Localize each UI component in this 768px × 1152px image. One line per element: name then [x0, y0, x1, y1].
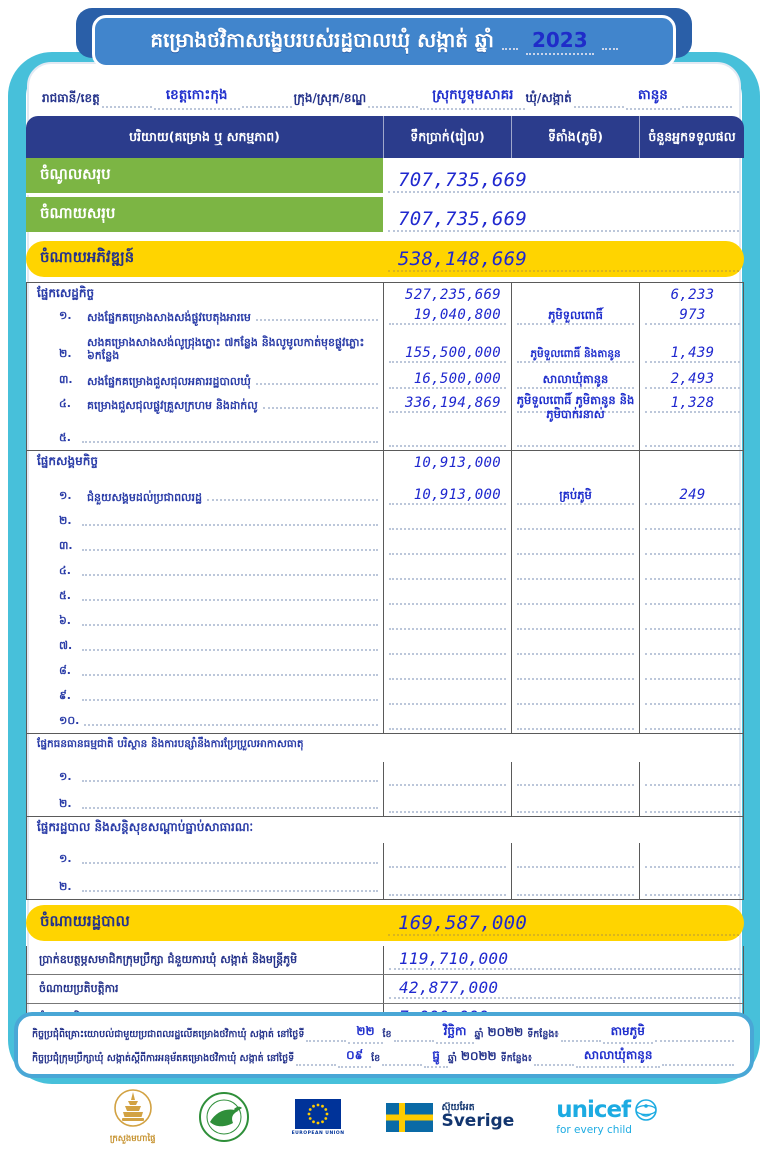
dotted-fill: [662, 1064, 734, 1066]
table-row: [27, 683, 743, 708]
dotted-fill: [645, 345, 740, 363]
table-row: [27, 306, 743, 328]
admin-expense-row: [383, 905, 744, 941]
sweden-text: [441, 1103, 514, 1131]
row-amount[interactable]: 10,913,000: [413, 487, 501, 503]
development-expense-bar: [26, 241, 744, 277]
banner-panel: [92, 15, 676, 68]
table-row: [27, 762, 743, 789]
dotted-fill: [82, 599, 378, 601]
row-location[interactable]: ភូមិទួលពោធិ៍ និងតានូន: [530, 348, 621, 361]
dotted-fill: [502, 34, 518, 50]
dotted-fill: [82, 862, 378, 864]
eu-label: EUROPEAN UNION: [291, 1130, 345, 1136]
eu-flag-icon: [295, 1099, 341, 1129]
month-label: ខែ: [371, 1053, 381, 1065]
section-environment: [27, 733, 743, 816]
row-num: ៧.: [59, 639, 73, 652]
row-num: ៨.: [59, 664, 71, 677]
development-amount[interactable]: 538,148,669: [398, 248, 528, 270]
row-num: ៥.: [59, 589, 71, 602]
section-amount[interactable]: 10,913,000: [413, 455, 501, 471]
dotted-fill: [517, 564, 634, 580]
row-text: សងផ្នែកគម្រោងសាងសង់ផ្លូវបេតុងអារមេ: [87, 311, 251, 325]
dotted-fill: [645, 539, 740, 555]
sweden-name: Sverige: [441, 1111, 515, 1132]
dotted-fill: [645, 514, 740, 530]
total-income-row: [383, 158, 744, 197]
col-header-description: បរិយាយ(គម្រោង ឬ សកម្មភាព): [129, 128, 280, 144]
dotted-fill: [389, 664, 506, 680]
col-header-location: ទីតាំង(ភូមិ): [511, 116, 639, 158]
dotted-fill: [517, 714, 634, 730]
row-label: ចំណាយប្រតិបត្តិការ: [27, 975, 384, 1003]
note-day-field[interactable]: ២២: [348, 1023, 382, 1044]
note-label: កិច្ចប្រជុំពិគ្រោះយោបល់ជាមួយប្រជាពលរដ្ឋលើគម្រោងថវិកាឃុំ សង្កាត់ នៅថ្ងៃទី: [32, 1028, 305, 1040]
dotted-fill: [389, 797, 506, 813]
ministry-label: ក្រសួងមហាផ្ទៃ: [109, 1134, 156, 1144]
row-num: ១.: [59, 770, 72, 783]
section-social: [27, 450, 743, 733]
dotted-fill: [389, 539, 506, 555]
table-row: [27, 366, 743, 392]
development-label: ចំណាយអភិវឌ្ឍន៍: [40, 248, 135, 266]
note-month-field[interactable]: វិច្ឆិកា: [436, 1023, 475, 1044]
dotted-fill: [655, 1040, 734, 1042]
dotted-fill: [645, 880, 740, 896]
dotted-fill: [256, 383, 378, 385]
dotted-fill: [382, 1064, 422, 1066]
section-name: ផ្នែកធនធានធម្មជាតិ បរិស្ថាន និងការបន្សាំនឹងការប្រែប្រួលអាកាសធាតុ: [37, 738, 304, 750]
col-header-beneficiaries: ចំនួនអ្នកទទួលផល: [639, 116, 744, 158]
year-field[interactable]: 2023: [526, 28, 594, 55]
budget-table: [26, 116, 744, 1033]
dotted-fill: [645, 487, 740, 505]
dotted-fill: [517, 797, 634, 813]
dotted-fill: [84, 724, 378, 726]
table-row: [27, 474, 743, 508]
row-amount[interactable]: 19,040,800: [413, 307, 501, 323]
dotted-fill: [517, 689, 634, 705]
section-public-order: [27, 816, 743, 900]
dotted-fill: [82, 699, 378, 701]
page-title: គម្រោងថវិកាសង្ខេបរបស់រដ្ឋបាលឃុំ សង្កាត់ ឆ្នាំ: [150, 27, 494, 52]
unicef-wordmark: unicef: [556, 1096, 631, 1123]
sweden-logo: [386, 1103, 514, 1132]
dotted-fill: [296, 1064, 336, 1066]
place-label: ទីកន្លែង៖: [500, 1053, 532, 1065]
dotted-fill: [645, 564, 740, 580]
note-place-field[interactable]: សាលាឃុំតានូន: [576, 1047, 661, 1068]
dotted-fill: [517, 539, 634, 555]
dotted-fill: [82, 780, 378, 782]
year-label: ឆ្នាំ: [474, 1028, 484, 1040]
province-label: រាជធានី/ខេត្ត: [42, 91, 100, 105]
year-label: ឆ្នាំ: [447, 1053, 457, 1065]
row-location[interactable]: សាលាឃុំតានូន: [542, 372, 609, 387]
row-num: ១.: [59, 852, 72, 865]
dotted-fill: [394, 1040, 434, 1042]
dotted-fill: [389, 614, 506, 630]
section-header-row: [27, 451, 743, 474]
table-row: [27, 843, 743, 871]
section-header-row: [27, 734, 743, 762]
place-label: ទីកន្លែង៖: [527, 1028, 559, 1040]
dotted-fill: [306, 1040, 346, 1042]
section-name: ផ្នែករដ្ឋបាល និងសន្តិសុខសណ្តាប់ធ្នាប់សាធារណៈ: [37, 820, 254, 834]
location-form: [42, 82, 734, 110]
table-header-row: [26, 116, 744, 158]
row-beneficiaries[interactable]: 2,493: [670, 371, 715, 387]
admin-expense-label: ចំណាយរដ្ឋបាល: [40, 912, 130, 930]
table-row: [27, 974, 743, 1003]
dotted-fill: [645, 371, 740, 389]
unicef-tagline: for every child: [556, 1124, 632, 1136]
row-num: ៤.: [59, 564, 71, 577]
section-beneficiaries[interactable]: 6,233: [670, 287, 715, 303]
row-location[interactable]: ភូមិទួលពោធិ៍: [548, 308, 603, 323]
dotted-fill: [82, 524, 378, 526]
dotted-fill: [82, 574, 378, 576]
row-num: ៤.: [59, 397, 71, 410]
ncdd-seal-logo: [198, 1091, 250, 1143]
table-row: [27, 392, 743, 422]
district-field[interactable]: ស្រុកបូទុមសាគរ: [420, 86, 525, 110]
row-beneficiaries[interactable]: 1,328: [670, 395, 715, 411]
note-year: ២០២២: [460, 1049, 497, 1064]
row-num: ៩.: [59, 689, 71, 702]
row-beneficiaries[interactable]: 249: [679, 487, 706, 503]
meeting-notes-box: [14, 1012, 754, 1078]
table-row: [27, 658, 743, 683]
dotted-fill: [368, 106, 418, 108]
note-year: ២០២២: [487, 1024, 524, 1039]
row-num: ២.: [59, 514, 72, 527]
table-row: [27, 558, 743, 583]
dotted-fill: [389, 589, 506, 605]
dotted-fill: [645, 614, 740, 630]
row-num: ២.: [59, 880, 72, 893]
development-row: [383, 241, 744, 277]
total-income-label: ចំណូលសរុប: [26, 158, 383, 195]
dotted-fill: [256, 319, 378, 321]
total-income-amount[interactable]: 707,735,669: [398, 169, 528, 191]
section-economic: [27, 282, 743, 450]
dotted-fill: [561, 1040, 601, 1042]
row-num: ១.: [59, 309, 72, 322]
row-label: ប្រាក់ឧបត្ថម្ភសមាជិកក្រុមប្រឹក្សា ជំនួយការឃុំ សង្កាត់ និងមន្ត្រីភូមិ: [27, 946, 384, 974]
dotted-fill: [389, 307, 506, 325]
sweden-flag-icon: [386, 1103, 433, 1132]
dotted-fill: [517, 431, 634, 447]
row-num: ២.: [59, 347, 72, 360]
dotted-fill: [517, 770, 634, 786]
table-row: [27, 789, 743, 816]
note-label: កិច្ចប្រជុំក្រុមប្រឹក្សាឃុំ សង្កាត់ស្តីពីការអនុម័តគម្រោងថវិកាឃុំ សង្កាត់ នៅថ្ងៃទី: [32, 1053, 295, 1065]
dotted-fill: [645, 395, 740, 413]
dotted-fill: [517, 639, 634, 655]
section-beneficiaries-line: [645, 287, 740, 303]
dotted-fill: [82, 674, 378, 676]
dotted-fill: [645, 852, 740, 868]
unicef-logo: [556, 1098, 658, 1136]
row-text: សងផ្នែកគម្រោងជួសជុលអគាររដ្ឋបាលឃុំ: [87, 375, 251, 389]
dotted-fill: [389, 431, 506, 447]
admin-expense-amount[interactable]: 169,587,000: [398, 912, 528, 934]
dotted-fill: [388, 208, 739, 232]
dotted-fill: [517, 347, 634, 363]
dotted-fill: [517, 373, 634, 389]
section-amount-line: [389, 287, 506, 303]
dotted-fill: [389, 514, 506, 530]
commune-label: ឃុំ/សង្កាត់: [525, 91, 572, 105]
title-banner: [88, 8, 680, 68]
partner-logos: [0, 1086, 768, 1148]
row-num: ៦.: [59, 614, 71, 627]
row-text: គម្រោងជួសជុលផ្លូវគ្រួសក្រហម និងដាក់លូ: [87, 399, 258, 413]
table-row: [27, 328, 743, 366]
note-month-field[interactable]: ធ្នូ: [424, 1047, 448, 1068]
dotted-fill: [645, 431, 740, 447]
dotted-fill: [517, 614, 634, 630]
dotted-fill: [389, 639, 506, 655]
section-header-row: [27, 283, 743, 306]
row-num: ២.: [59, 797, 72, 810]
total-expense-label: ចំណាយសរុប: [26, 197, 383, 232]
note-line-2: [32, 1047, 736, 1068]
note-day-field[interactable]: ០៩: [338, 1047, 371, 1068]
table-row: [27, 946, 743, 974]
col-header-amount: ទឹកប្រាក់(រៀល): [383, 116, 511, 158]
dotted-fill: [645, 307, 740, 325]
dotted-fill: [389, 345, 506, 363]
dotted-fill: [645, 797, 740, 813]
dotted-fill: [517, 880, 634, 896]
dotted-fill: [82, 624, 378, 626]
dotted-fill: [388, 248, 739, 272]
row-num: ៣.: [59, 373, 73, 386]
dotted-fill: [534, 1064, 574, 1066]
note-place-field[interactable]: តាមភូមិ: [603, 1023, 653, 1044]
ncdd-bird-icon: [198, 1091, 250, 1143]
row-text: សងគម្រោងសាងសង់លូជ្រុងភ្លោះ ៧កន្លែង និងលូមូលកាត់មុខផ្លូវភ្លោះ ៦កន្លែង: [87, 335, 365, 363]
dotted-fill: [263, 407, 378, 409]
dotted-fill: [645, 770, 740, 786]
ministry-of-interior-logo: [110, 1088, 156, 1146]
section-name: ផ្នែកសង្គមកិច្ច: [27, 451, 384, 474]
row-text: ជំនួយសង្គមដល់ប្រជាពលរដ្ឋ: [87, 491, 202, 505]
row-beneficiaries[interactable]: 1,439: [670, 345, 715, 361]
row-location[interactable]: គ្រប់ភូមិ: [559, 488, 592, 503]
dotted-fill: [389, 949, 740, 970]
ministry-emblem-icon: [111, 1088, 155, 1132]
dotted-fill: [517, 664, 634, 680]
row-amount[interactable]: 42,877,000: [399, 978, 499, 997]
row-num: ១០.: [59, 714, 80, 727]
section-amount-line: [389, 455, 506, 471]
dotted-fill: [389, 880, 506, 896]
dotted-fill: [517, 309, 634, 325]
dotted-fill: [682, 106, 732, 108]
row-num: ១.: [59, 489, 72, 502]
dotted-fill: [82, 807, 378, 809]
totals-block: [26, 158, 744, 236]
row-beneficiaries[interactable]: 973: [679, 307, 706, 323]
dotted-fill: [82, 441, 378, 443]
unicef-globe-icon: [634, 1098, 658, 1122]
dotted-fill: [389, 564, 506, 580]
table-row: [27, 608, 743, 633]
row-amount[interactable]: 119,710,000: [399, 949, 509, 968]
dotted-fill: [645, 639, 740, 655]
dotted-fill: [645, 664, 740, 680]
dotted-fill: [389, 689, 506, 705]
total-expense-amount[interactable]: 707,735,669: [398, 208, 528, 230]
table-row: [27, 871, 743, 899]
row-num: ៥.: [59, 431, 71, 444]
dotted-fill: [645, 689, 740, 705]
dotted-fill: [517, 489, 634, 505]
dotted-fill: [82, 549, 378, 551]
dotted-fill: [389, 487, 506, 505]
table-body: [26, 282, 744, 900]
section-name: ផ្នែកសេដ្ឋកិច្ច: [27, 283, 384, 306]
dotted-fill: [517, 852, 634, 868]
row-amount[interactable]: 155,500,000: [404, 345, 501, 361]
dotted-fill: [242, 106, 292, 108]
dotted-fill: [389, 852, 506, 868]
total-expense-row: [383, 197, 744, 236]
table-row: [27, 508, 743, 533]
row-num: ៣.: [59, 539, 73, 552]
district-label: ក្រុង/ស្រុក/ខណ្ឌ: [293, 91, 367, 105]
table-row: [27, 583, 743, 608]
dotted-fill: [517, 589, 634, 605]
dotted-fill: [82, 890, 378, 892]
dotted-fill: [389, 714, 506, 730]
dotted-fill: [602, 34, 618, 50]
dotted-fill: [645, 589, 740, 605]
province-field[interactable]: ខេត្តកោះកុង: [154, 86, 240, 110]
dotted-fill: [389, 395, 506, 413]
dotted-fill: [645, 714, 740, 730]
european-union-logo: [292, 1099, 345, 1136]
dotted-fill: [207, 499, 378, 501]
dotted-fill: [82, 649, 378, 651]
commune-field[interactable]: តានូន: [626, 86, 680, 110]
dotted-fill: [102, 106, 152, 108]
month-label: ខែ: [382, 1028, 392, 1040]
dotted-fill: [389, 770, 506, 786]
row-amount[interactable]: 16,500,000: [413, 371, 501, 387]
table-row: [27, 708, 743, 733]
row-amount[interactable]: 336,194,869: [404, 395, 501, 411]
dotted-fill: [389, 371, 506, 389]
admin-expense-bar: [26, 905, 744, 941]
note-line-1: [32, 1023, 736, 1044]
row-location[interactable]: ភូមិទួលពោធិ៍ ភូមិតានូន និង ភូមិបាក់រនាស់: [516, 393, 635, 422]
table-row: [27, 633, 743, 658]
section-header-row: [27, 817, 743, 843]
dotted-fill: [574, 106, 624, 108]
dotted-fill: [389, 978, 740, 999]
dotted-fill: [388, 912, 739, 936]
dotted-fill: [388, 169, 739, 193]
table-row: [27, 533, 743, 558]
dotted-fill: [517, 514, 634, 530]
sweden-khmer-label: ស៊ុយអែត: [441, 1102, 475, 1114]
section-amount[interactable]: 527,235,669: [404, 287, 501, 303]
